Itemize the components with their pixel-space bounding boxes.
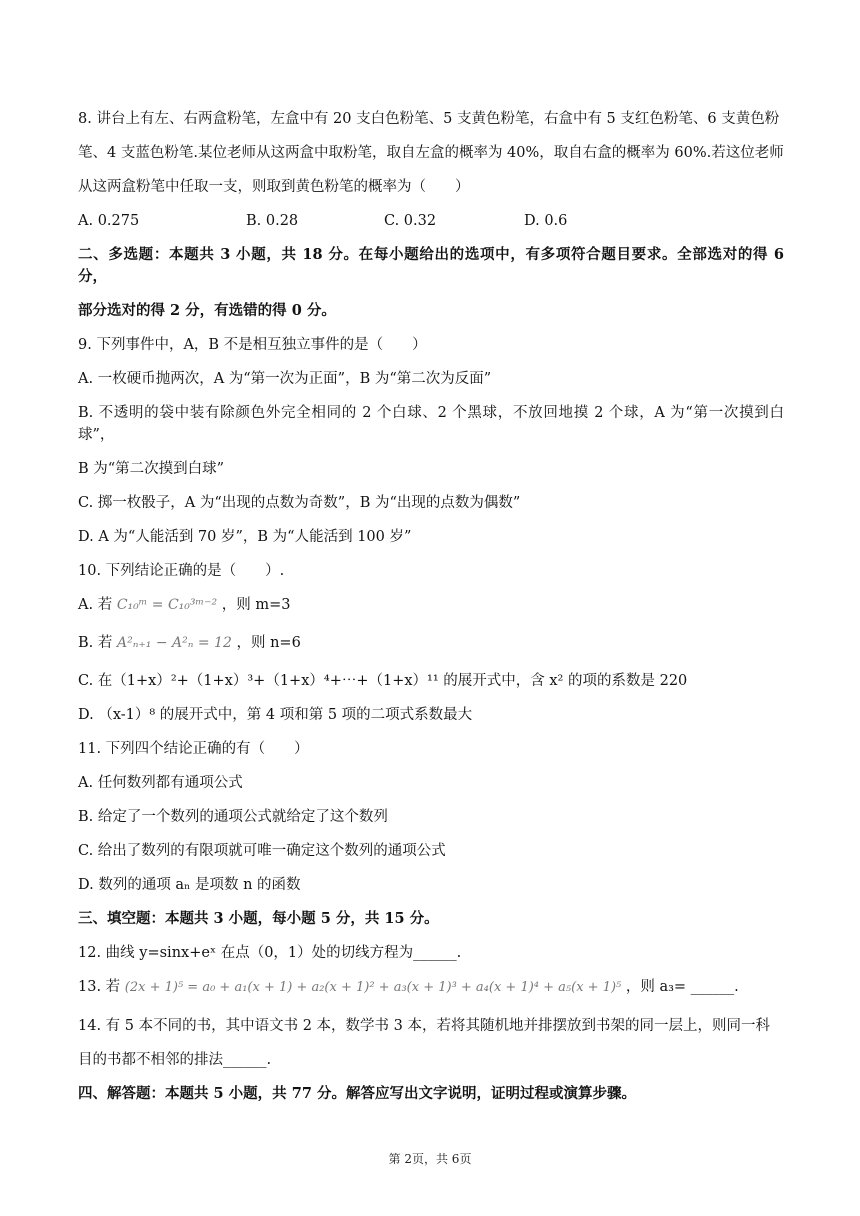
section-3-heading: 三、填空题：本题共 3 小题，每小题 5 分，共 15 分。 — [78, 910, 439, 927]
q10-a-suffix: ，则 m=3 — [221, 597, 291, 613]
q8-line-1: 8. 讲台上有左、右两盒粉笔，左盒中有 20 支白色粉笔、5 支黄色粉笔，右盒中有 5 支红色粉笔、6 支黄色粉 — [78, 111, 780, 127]
question-8 — [78, 108, 784, 198]
q8-option-d: D. 0.6 — [524, 213, 568, 229]
q10-a-prefix: A. 若 — [78, 597, 113, 613]
q8-options — [78, 210, 784, 232]
q11-option-a: A. 任何数列都有通项公式 — [78, 775, 243, 791]
q8-option-a: A. 0.275 — [78, 213, 140, 229]
q8-option-b: B. 0.28 — [246, 213, 299, 229]
q9-option-d: D. A 为“人能活到 70 岁”，B 为“人能活到 100 岁” — [78, 529, 412, 545]
q11-option-c: C. 给出了数列的有限项就可唯一确定这个数列的通项公式 — [78, 843, 446, 859]
q10-option-c: C. 在（1+x）²+（1+x）³+（1+x）⁴+⋯+（1+x）¹¹ 的展开式中，含 x² 的项的系数是 220 — [78, 673, 688, 689]
q11-option-b: B. 给定了一个数列的通项公式就给定了这个数列 — [78, 809, 388, 825]
q13-prefix: 13. 若 — [78, 979, 121, 995]
q10-stem: 10. 下列结论正确的是（ ）. — [78, 563, 285, 579]
q10-option-a — [78, 594, 784, 616]
section-4-heading: 四、解答题：本题共 5 小题，共 77 分。解答应写出文字说明，证明过程或演算步骤。 — [78, 1085, 636, 1102]
q10-b-prefix: B. 若 — [78, 635, 113, 651]
q14-line-1: 14. 有 5 本不同的书，其中语文书 2 本，数学书 3 本，若将其随机地并排摆放到书架的同一层上，则同一科 — [78, 1018, 770, 1034]
q9-option-b-line-2: B 为“第二次摸到白球” — [78, 461, 225, 477]
q13-formula: (2x + 1)⁵ = a₀ + a₁(x + 1) + a₂(x + 1)² + a₃(x + 1)³ + a₄(x + 1)⁴ + a₅(x + 1)⁵ — [124, 980, 622, 995]
q10-a-formula: C₁₀ᵐ = C₁₀³ᵐ⁻² — [116, 597, 218, 613]
q10-option-d: D. （x-1）⁸ 的展开式中，第 4 项和第 5 项的二项式系数最大 — [78, 707, 473, 723]
q13 — [78, 976, 784, 999]
q14-line-2: 目的书都不相邻的排法______. — [78, 1052, 272, 1068]
q11-option-d: D. 数列的通项 aₙ 是项数 n 的函数 — [78, 877, 301, 893]
q12: 12. 曲线 y=sinx+eˣ 在点（0，1）处的切线方程为______. — [78, 945, 462, 961]
q10-b-suffix: ，则 n=6 — [236, 635, 301, 651]
q9-option-b-line-1: B. 不透明的袋中装有除颜色外完全相同的 2 个白球、2 个黑球，不放回地摸 2 个球，A 为“第一次摸到白球”， — [78, 405, 784, 443]
section-2-line-1: 二、多选题：本题共 3 小题，共 18 分。在每小题给出的选项中，有多项符合题目要求。全部选对的得 6 分， — [78, 246, 784, 285]
page-footer: 第 2页，共 6页 — [388, 1152, 472, 1166]
q11-stem: 11. 下列四个结论正确的有（ ） — [78, 741, 309, 757]
q14 — [78, 1015, 784, 1071]
q9-option-b — [78, 402, 784, 480]
page-content — [78, 108, 784, 1117]
q9-option-a: A. 一枚硬币抛两次，A 为“第一次为正面”，B 为“第二次为反面” — [78, 371, 492, 387]
section-2-line-2: 部分选对的得 2 分，有选错的得 0 分。 — [78, 302, 336, 319]
q8-line-3: 从这两盒粉笔中任取一支，则取到黄色粉笔的概率为（ ） — [78, 179, 470, 195]
q10-option-b — [78, 632, 784, 654]
q8-option-c: C. 0.32 — [384, 213, 437, 229]
section-2-heading — [78, 244, 784, 322]
q10-b-formula: A²ₙ₊₁ − A²ₙ = 12 — [116, 635, 232, 651]
q13-suffix: ，则 a₃= ______. — [625, 979, 739, 995]
q9-option-c: C. 掷一枚骰子，A 为“出现的点数为奇数”，B 为“出现的点数为偶数” — [78, 495, 521, 511]
q8-line-2: 笔、4 支蓝色粉笔.某位老师从这两盒中取粉笔，取自左盒的概率为 40%，取自右盒的概率为 60%.若这位老师 — [78, 145, 784, 161]
q9-stem: 9. 下列事件中，A，B 不是相互独立事件的是（ ） — [78, 337, 427, 353]
